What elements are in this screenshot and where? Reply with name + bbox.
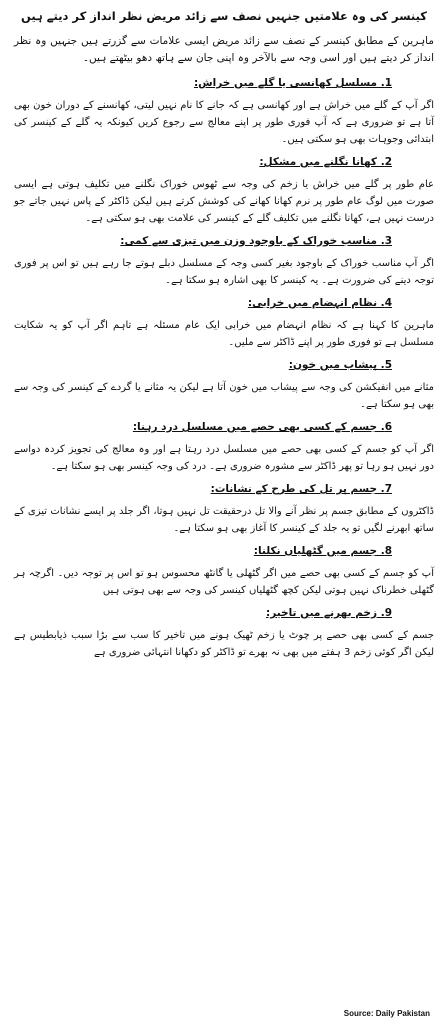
symptom-section-3 (14, 233, 434, 289)
symptom-heading: 7. جسم پر تل کی طرح کے نشانات: (210, 483, 392, 495)
symptom-heading: 5. پیشاب میں خون: (288, 359, 392, 371)
symptom-body: مثانے میں انفیکشن کی وجہ سے پیشاب میں خون آتا ہے لیکن یہ مثانے یا گردے کے کینسر کی وجہ سے بھی ہو سکتا ہے۔ (14, 382, 434, 410)
symptom-body: ڈاکٹروں کے مطابق جسم پر نظر آنے والا تل درحقیقت تل نہیں ہوتا، اگر جلد پر ایسے نشانات تیزی کے ساتھ ابھرنے لگیں تو یہ جلد کے کینسر کا آغاز بھی ہو سکتا ہے۔ (14, 506, 434, 534)
symptom-body: ماہرین کا کہنا ہے کہ نظام انہضام میں خرابی ایک عام مسئلہ ہے تاہم اگر آپ کو یہ شکایت مسلسل ہے تو فوری طور پر اپنے ڈاکٹر سے ملیں۔ (14, 320, 434, 348)
symptom-section-1 (14, 75, 434, 148)
symptom-heading: 9. زخم بھرنے میں تاخیر: (266, 607, 392, 619)
symptom-body: اگر آپ کو جسم کے کسی بھی حصے میں مسلسل درد رہتا ہے اور وہ معالج کی تجویز کردہ دواسے دور نہیں ہو رہا تو پھر ڈاکٹر سے مشورہ ضروری ہے۔ درد کی وجہ کینسر بھی ہو سکتا ہے۔ (14, 444, 434, 472)
symptom-heading: 4. نظام انہضام میں خرابی: (247, 297, 392, 309)
symptom-section-2 (14, 154, 434, 227)
symptom-body: اگر آپ مناسب خوراک کے باوجود بغیر کسی وجہ کے مسلسل دبلے ہوتے جا رہے ہیں تو اس پر فوری توجہ دینے کی ضرورت ہے۔ یہ کینسر کا بھی اشارہ ہو سکتا ہے۔ (14, 258, 434, 286)
symptom-body: آپ کو جسم کے کسی بھی حصے میں اگر گٹھلی یا گانٹھ محسوس ہو تو اس پر توجہ دیں۔ اگرچہ ہر گٹھلی خطرناک نہیں ہوتی لیکن کچھ گٹھلیاں کینسر کی وجہ سے بھی ہوتی ہیں (14, 568, 434, 596)
symptom-heading: 6. جسم کے کسی بھی حصے میں مسلسل درد رہنا: (132, 421, 392, 433)
symptom-heading: 8. جسم میں گٹھلیاں نکلنا: (253, 545, 392, 557)
article-title: کینسر کی وہ علامتیں جنہیں نصف سے زائد مریض نظر انداز کر دیتے ہیں (20, 9, 427, 23)
symptom-section-6 (14, 419, 434, 475)
symptom-heading: 1. مسلسل کھانسی یا گلے میں خراش: (193, 77, 392, 89)
symptom-section-5 (14, 357, 434, 413)
symptom-body: عام طور پر گلے میں خراش یا زخم کی وجہ سے ٹھوس خوراک نگلنے میں تکلیف ہوتی ہے ایسی صورت میں لوگ عام طور پر نرم کھانا کھانے کی کوشش کرتے ہیں لیکن ڈاکٹر کے پاس نہیں جاتے جو درست نہیں ہے، کھانا نگلنے میں تکلیف گلے کے کینسر کی علامت بھی ہو سکتی ہے۔ (14, 179, 434, 224)
source-credit: Source: Daily Pakistan (343, 1009, 430, 1018)
symptom-heading: 3. مناسب خوراک کے باوجود وزن میں تیزی سے کمی: (120, 235, 392, 247)
symptom-section-7 (14, 481, 434, 537)
symptom-body: اگر آپ کے گلے میں خراش ہے اور کھانسی ہے کہ جانے کا نام نہیں لیتی، کھانسنے کے دوران خون بھی آتا ہے تو ضروری ہے کہ آپ فوری طور پر اپنے معالج سے رجوع کریں کیونکہ یہ گلے کے کینسر کی ابتدائی وجوہات بھی ہو سکتی ہیں۔ (14, 100, 434, 145)
symptom-section-8 (14, 543, 434, 599)
article-intro: ماہرین کے مطابق کینسر کے نصف سے زائد مریض ایسی علامات سے گزرتے ہیں جنہیں وہ نظر انداز کر دیتے ہیں اور اسی وجہ سے بالآخر وہ اپنی جان سے ہاتھ دھو بیٹھتے ہیں۔ (14, 35, 434, 64)
symptom-section-9 (14, 605, 434, 661)
symptom-section-4 (14, 295, 434, 351)
symptom-body: جسم کے کسی بھی حصے پر چوٹ یا زخم ٹھیک ہونے میں تاخیر کا سب سے بڑا سبب ذیابطیس ہے لیکن اگر کوئی زخم 3 ہفتے میں بھی نہ بھرے تو ڈاکٹر کو دکھانا انتہائی ضروری ہے (14, 630, 434, 658)
symptom-heading: 2. کھانا نگلنے میں مشکل: (259, 156, 392, 168)
